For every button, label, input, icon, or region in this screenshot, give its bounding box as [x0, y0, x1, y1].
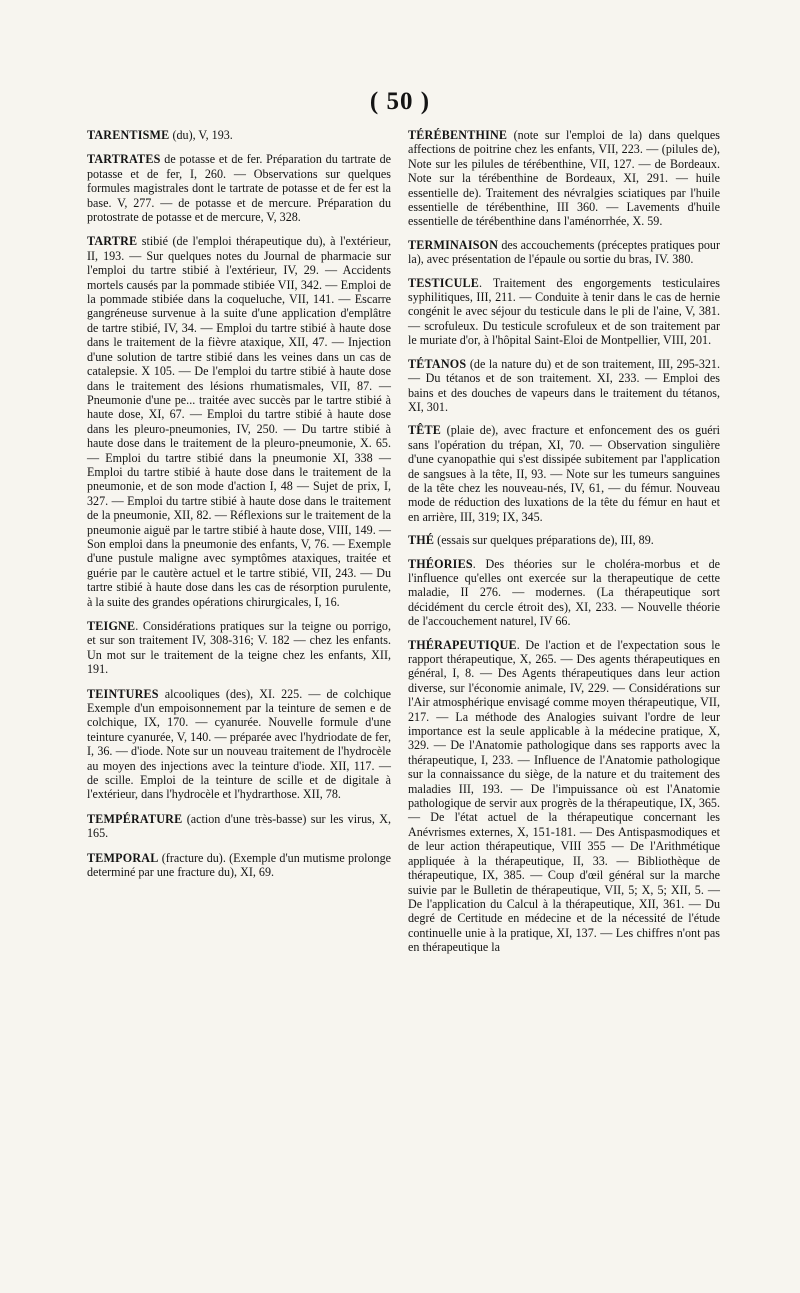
entry-headword: TEMPORAL [87, 850, 159, 865]
entry-headword: TEIGNE [87, 619, 136, 633]
entry-text: (de la nature du) et de son traitement, III, 295-321. — Du tétanos et de son traitement. XI, 233. — Emploi des bains et des douches de vapeurs dans le traitement du tétanos, XI, 301. [408, 356, 720, 414]
entry-headword: THÉORIES [408, 556, 473, 571]
index-entry [87, 128, 391, 142]
entry-text: (action d'une très-basse) sur les virus, X, 165. [87, 811, 391, 841]
index-entry [408, 276, 720, 348]
index-entry [87, 812, 391, 841]
entry-text: . Traitement des engorgements testiculaires syphilitiques, III, 211. — Conduite à tenir dans le cas de hernie congénit le avec séjour du testicule dans le pli de l'aine, V, 381. — scrofuleux. Du testicule scrofuleux et de son traitement par le muriate d'or, à l'hôpital Saint-Eloi de Montpellier, VIII, 201. [408, 275, 720, 348]
entry-text: . De l'action et de l'expectation sous le rapport thérapeutique, X, 265. — Des agents thérapeutiques en général, I, 8. — Des Agents thérapeutiques dans leur action diverse, sur l'économie animale, IV, 229. — Considérations sur l'Air atmosphérique envisagé comme moyen thérapeutique, VII, 217. — La méthode des Analogies suivant l'ordre de leur importance est la seule applicable à la médecine pratique, X, 329. — De l'Anatomie pathologique dans ses rapports avec la thérapeutique, I, 233. — Influence de l'Anatomie pathologique sur la connaissance du siège, de la nature et du traitement des maladies III, 193. — De l'impuissance où est l'Anatomie pathologique de servir aux progrès de la thérapeutique, IX, 365. — De l'état actuel de la thérapeutique concernant les Anévrismes externes, X, 151-181. — Des Antispasmodiques et de leur action thérapeutique, VIII 355 — De l'Arithmétique appliquée à la thérapeutique, II, 33. — Bibliothèque de thérapeutique, IX, 385. — Coup d'œil général sur la marche suivie par le Bulletin de thérapeutique, VII, 5; X, 5; XII, 5. — De l'application du Calcul à la thérapeutique, XII, 361. — Du degré de Certitude en médecine et de la nécessité de l'étude continuelle unie à la pratique, XI, 137. — Les chiffres n'ont pas en thérapeutique la [408, 637, 720, 955]
entry-headword: TEINTURES [87, 686, 159, 701]
left-column [87, 128, 391, 890]
index-entry [87, 234, 391, 609]
entry-text: de potasse et de fer. Préparation du tartrate de potasse et de fer, I, 260. — Observations sur quelques formules magistrales dont le tartrate de potasse et de fer est la base. V, 277. — de potasse et de mercure. Préparation du protostrate de potasse et de mercure, V, 328. [87, 152, 391, 225]
entry-headword: THÉRAPEUTIQUE [408, 637, 517, 652]
entry-text: des accouchements (préceptes pratiques pour la), avec présentation de l'épaule ou sortie du bras, IV. 380. [408, 237, 720, 267]
index-entry [408, 557, 720, 629]
entry-text: alcooliques (des), XI. 225. — de colchique Exemple d'un empoisonnement par la teinture de semen e de colchique, IX, 170. — cyanurée. Nouvelle formule d'une teinture cyanurée, V, 140. — préparée avec l'hydriodate de fer, I, 36. — d'iode. Note sur un nouveau traitement de l'hydrocèle au moyen des injections avec la teinture d'iode. XII, 117. — de scille. Emploi de la teinture de scille et de digitale à l'extérieur, dans l'hydrocèle et l'hydrarthose. XII, 78. [87, 686, 391, 802]
entry-text: stibié (de l'emploi thérapeutique du), à l'extérieur, II, 193. — Sur quelques notes du Journal de pharmacie sur l'emploi du tartre stibié à l'extérieur, IV, 29. — Accidents mortels causés par la pommade stibiée VII, 342. — Emploi de la pommade stibiée dans la coqueluche, VII, 141. — Escarre gangréneuse survenue à la suite d'une application d'emplâtre de tartre stibié, IV, 34. — Emploi du tartre stibié à haute dose dans le traitement de la fièvre ataxique, XII, 47. — Injection d'une solution de tartre stibié dans les veines dans un cas de catalepsie. X 105. — De l'emploi du tartre stibié à haute dose dans le traitement des lésions rhumatismales, VII, 87. — Pneumonie d'une pe... traitée avec succès par le tartre stibié à haute dose, XI, 67. — Emploi du tartre stibié à haute dose dans les pleuro-pneumonies, IV, 250. — Du tartre stibié à haute dose dans le traitement de la pleuro-pneumonie, X. 65. — Emploi du tartre stibié dans la pneumonie XI, 338 — Emploi du tartre stibié à haute dose dans le traitement de la pneumonie, et de son mode d'action I, 48 — Sujet de prix, I, 327. — Emploi du tartre stibié à haute dose dans le traitement de la pneumonie, XII, 82. — Réflexions sur le traitement de la pneumonie aiguë par le tartre stibié à haute dose, VIII, 149. — Son emploi dans la pneumonie des enfants, V, 76. — Exemple d'une pustule maligne avec symptômes ataxiques, traitée et guérie par le cautère actuel et le tartre stibié, VII, 243. — Du tartre stibié à haute dose dans les cas de résorption purulente, à la suite des grandes opérations chirurgicales, I, 16. [87, 234, 391, 609]
entry-headword: TARTRE [87, 234, 138, 249]
entry-headword: TARENTISME [87, 128, 170, 142]
entry-headword: TERMINAISON [408, 237, 499, 252]
index-entry [408, 357, 720, 415]
index-entry [408, 533, 720, 547]
entry-headword: TEMPÉRATURE [87, 811, 183, 826]
entry-text: . Des théories sur le choléra-morbus et de l'influence qu'elles ont exercée sur la therapeutique de cette maladie, II 276. — modernes. (La thérapeutique sort décidément du cercle étroit des), XI, 233. — Nouvelle théorie de l'accouchement naturel, IV 66. [408, 556, 720, 629]
index-entry [87, 851, 391, 880]
entry-text: (note sur l'emploi de la) dans quelques affections de poitrine chez les enfants, VII, 223. — (pilules de), Note sur les pilules de térébenthine, VII, 127. — de Bordeaux. Note sur la térébenthine de Bordeaux, XI, 291. — huile essentielle de). Traitement des névralgies sciatiques par l'huile essentielle de térébenthine, III 360. — Lavements d'huile essentielle de térébenthine dans l'aménorrhée, X. 59. [408, 128, 720, 229]
entry-headword: TÉTANOS [408, 356, 467, 371]
entry-text: . Considérations pratiques sur la teigne ou porrigo, et sur son traitement IV, 308-316; V. 182 — chez les enfants. Un mot sur le traitement de la teigne chez les enfants, XII, 191. [87, 619, 391, 677]
entry-text: (fracture du). (Exemple d'un mutisme prolonge determiné par une fracture du), XI, 69. [87, 850, 391, 880]
entry-headword: THÉ [408, 533, 435, 548]
entry-headword: TESTICULE [408, 275, 480, 290]
index-entry [87, 152, 391, 224]
entry-headword: TÉRÉBENTHINE [408, 128, 508, 142]
page-number: ( 50 ) [369, 88, 431, 115]
index-entry [408, 638, 720, 955]
right-column [408, 128, 720, 964]
entry-text: (du), V, 193. [169, 128, 233, 142]
entry-text: (essais sur quelques préparations de), III, 89. [434, 533, 654, 548]
index-entry [408, 128, 720, 229]
index-entry [408, 423, 720, 524]
index-entry [408, 238, 720, 267]
entry-text: (plaie de), avec fracture et enfoncement des os guéri sans l'opération du trépan, XI, 70. — Observation singulière d'une cyanopathie qui s'est dissipée subitement par l'application de sangsues à la tête, II, 93. — Note sur les tumeurs sanguines de la tête chez les nouveau-nés, IV, 61, — du fémur. Nouveau mode de réduction des luxations de la tête du fémur en haut et en arrière, III, 319; IX, 345. [408, 423, 720, 524]
entry-headword: TÊTE [408, 423, 442, 438]
index-entry [87, 619, 391, 677]
index-entry [87, 687, 391, 802]
entry-headword: TARTRATES [87, 152, 161, 167]
